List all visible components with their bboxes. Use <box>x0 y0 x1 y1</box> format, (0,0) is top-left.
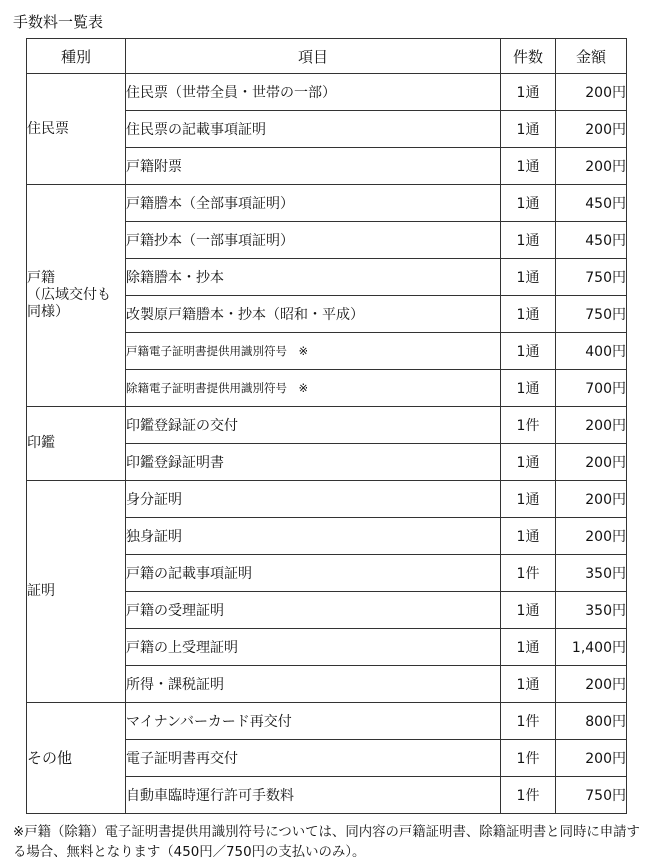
category-cell: 戸籍 （広域交付も 同様） <box>27 185 126 407</box>
header-category: 種別 <box>27 39 126 74</box>
item-cell: 戸籍の上受理証明 <box>126 629 501 666</box>
count-cell: 1通 <box>501 333 556 370</box>
amount-cell: 750円 <box>556 777 627 814</box>
count-cell: 1通 <box>501 444 556 481</box>
fee-table <box>26 38 627 814</box>
table-row <box>27 407 627 444</box>
count-cell: 1通 <box>501 222 556 259</box>
item-cell: 電子証明書再交付 <box>126 740 501 777</box>
amount-cell: 200円 <box>556 148 627 185</box>
item-cell: 除籍電子証明書提供用識別符号 ※ <box>126 370 501 407</box>
amount-cell: 450円 <box>556 185 627 222</box>
item-cell: 身分証明 <box>126 481 501 518</box>
count-cell: 1件 <box>501 407 556 444</box>
amount-cell: 200円 <box>556 111 627 148</box>
fee-table-body <box>27 74 627 814</box>
category-cell: その他 <box>27 703 126 814</box>
amount-cell: 750円 <box>556 259 627 296</box>
count-cell: 1通 <box>501 111 556 148</box>
amount-cell: 200円 <box>556 481 627 518</box>
count-cell: 1通 <box>501 185 556 222</box>
amount-cell: 700円 <box>556 370 627 407</box>
item-cell: 住民票（世帯全員・世帯の一部） <box>126 74 501 111</box>
amount-cell: 800円 <box>556 703 627 740</box>
count-cell: 1件 <box>501 555 556 592</box>
item-cell: 戸籍電子証明書提供用識別符号 ※ <box>126 333 501 370</box>
count-cell: 1通 <box>501 370 556 407</box>
category-cell: 住民票 <box>27 74 126 185</box>
amount-cell: 350円 <box>556 555 627 592</box>
header-amount: 金額 <box>556 39 627 74</box>
item-cell: 所得・課税証明 <box>126 666 501 703</box>
item-cell: マイナンバーカード再交付 <box>126 703 501 740</box>
count-cell: 1件 <box>501 777 556 814</box>
count-cell: 1通 <box>501 74 556 111</box>
amount-cell: 1,400円 <box>556 629 627 666</box>
amount-cell: 750円 <box>556 296 627 333</box>
amount-cell: 200円 <box>556 74 627 111</box>
table-row <box>27 74 627 111</box>
item-cell: 戸籍の記載事項証明 <box>126 555 501 592</box>
item-cell: 戸籍附票 <box>126 148 501 185</box>
header-item: 項目 <box>126 39 501 74</box>
footnote: ※戸籍（除籍）電子証明書提供用識別符号については、同内容の戸籍証明書、除籍証明書と同時に申請する場合、無料となります（450円／750円の支払いのみ）。 <box>13 825 640 860</box>
count-cell: 1通 <box>501 481 556 518</box>
category-cell: 証明 <box>27 481 126 703</box>
item-cell: 住民票の記載事項証明 <box>126 111 501 148</box>
item-cell: 独身証明 <box>126 518 501 555</box>
count-cell: 1件 <box>501 740 556 777</box>
count-cell: 1通 <box>501 296 556 333</box>
count-cell: 1通 <box>501 148 556 185</box>
table-row <box>27 703 627 740</box>
count-cell: 1件 <box>501 703 556 740</box>
item-cell: 戸籍抄本（一部事項証明） <box>126 222 501 259</box>
item-cell: 除籍謄本・抄本 <box>126 259 501 296</box>
item-cell: 改製原戸籍謄本・抄本（昭和・平成） <box>126 296 501 333</box>
item-cell: 戸籍謄本（全部事項証明） <box>126 185 501 222</box>
amount-cell: 400円 <box>556 333 627 370</box>
item-cell: 印鑑登録証明書 <box>126 444 501 481</box>
count-cell: 1通 <box>501 259 556 296</box>
item-cell: 印鑑登録証の交付 <box>126 407 501 444</box>
amount-cell: 200円 <box>556 518 627 555</box>
amount-cell: 350円 <box>556 592 627 629</box>
table-row <box>27 185 627 222</box>
amount-cell: 200円 <box>556 740 627 777</box>
table-row <box>27 481 627 518</box>
amount-cell: 450円 <box>556 222 627 259</box>
count-cell: 1通 <box>501 518 556 555</box>
header-count: 件数 <box>501 39 556 74</box>
item-cell: 戸籍の受理証明 <box>126 592 501 629</box>
count-cell: 1通 <box>501 629 556 666</box>
item-cell: 自動車臨時運行許可手数料 <box>126 777 501 814</box>
amount-cell: 200円 <box>556 444 627 481</box>
amount-cell: 200円 <box>556 407 627 444</box>
table-header-row <box>27 39 627 74</box>
category-cell: 印鑑 <box>27 407 126 481</box>
page-title: 手数料一覧表 <box>13 13 104 31</box>
amount-cell: 200円 <box>556 666 627 703</box>
count-cell: 1通 <box>501 666 556 703</box>
count-cell: 1通 <box>501 592 556 629</box>
